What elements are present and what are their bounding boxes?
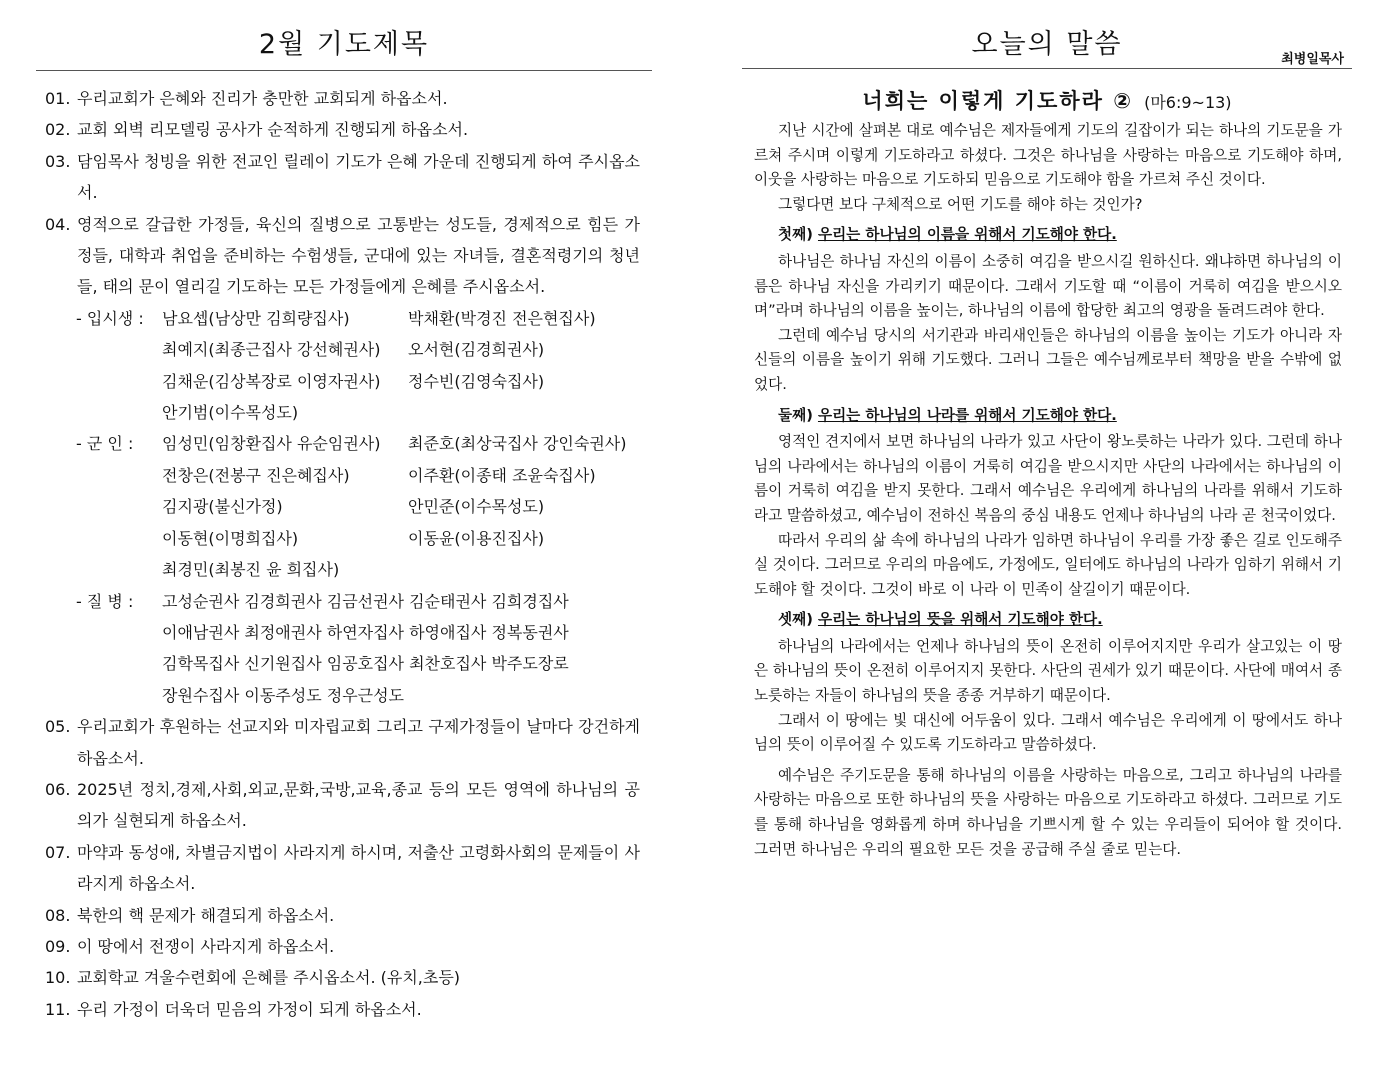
- section-paragraph: 하나님은 하나님 자신의 이름이 소중히 여김을 받으시길 원하신다. 왜냐하면 하나님의 이름은 하나님 자신을 가리키기 때문이다. 그래서 기도할 때 “이름이 거룩히 여김을 받으시오며”라며 하나님의 이름을 높이는, 하나님의 이름에 합당한 최고의 영광을 돌려드려야 한다.: [754, 252, 1342, 320]
- prayer-item: [36, 711, 652, 774]
- section-paragraph: 영적인 견지에서 보면 하나님의 나라가 있고 사단이 왕노릇하는 나라가 있다. 그런데 하나님의 나라에서는 하나님의 이름이 거룩히 여김을 받으시지만 사단의 나라에서는 하나님의 이름이 거룩히 여김을 받지 못한다. 그래서 예수님은 우리에게 하나님의 나라를 위해서 기도하라고 말씀하셨고, 예수님이 전하신 복음의 중심 내용도 언제나 하나님의 나라 곧 천국이었다.: [754, 433, 1342, 524]
- names-line: 고성순권사 김경희권사 김금선권사 김순태권사 김희경집사: [162, 591, 569, 611]
- item-text: 북한의 핵 문제가 해결되게 하옵소서.: [77, 905, 335, 925]
- prayer-item: [36, 837, 652, 900]
- person-entry: 이동윤(이용진집사): [408, 528, 545, 548]
- section-ordinal: 둘째): [778, 406, 813, 424]
- section-heading-text: 우리는 하나님의 나라를 위해서 기도해야 한다.: [817, 406, 1117, 424]
- person-entry: 정수빈(김영숙집사): [408, 371, 545, 391]
- item-number: 05.: [45, 717, 71, 737]
- item-number: 04.: [45, 214, 71, 234]
- item-number: 11.: [45, 999, 71, 1019]
- person-entry: 오서현(김경희권사): [408, 340, 545, 360]
- group-label: - 군 인 :: [76, 434, 134, 454]
- person-entry: 최예지(최종근집사 강선혜권사): [162, 340, 381, 360]
- person-entry: 김채운(김상복장로 이영자권사): [162, 371, 381, 391]
- item-text: 담임목사 청빙을 위한 전교인 릴레이 기도가 은혜 가운데 진행되게 하여 주시옵소서.: [77, 151, 640, 203]
- admission-students-group: [76, 303, 652, 429]
- item-text: 우리교회가 후원하는 선교지와 미자립교회 그리고 구제가정들이 날마다 강건하게 하옵소서.: [77, 717, 640, 768]
- person-entry: 이주환(이종태 조윤숙집사): [408, 465, 596, 485]
- section-heading: [754, 404, 1342, 429]
- item-number: 08.: [45, 905, 71, 925]
- item-text: 우리 가정이 더욱더 믿음의 가정이 되게 하옵소서.: [77, 999, 422, 1019]
- item-text: 교회학교 겨울수련회에 은혜를 주시옵소서. (유치,초등): [77, 968, 461, 988]
- prayer-item: [36, 931, 652, 962]
- scripture-reference: (마6:9~13): [1144, 93, 1232, 112]
- person-entry: 이동현(이명희집사): [162, 528, 299, 548]
- sermon-body: [742, 119, 1352, 862]
- prayer-item: [36, 962, 652, 993]
- section-paragraph: 그런데 예수님 당시의 서기관과 바리새인들은 하나님의 이름을 높이는 기도가 아니라 자신들의 이름을 높이기 위해 기도했다. 그러니 그들은 예수님께로부터 책망을 받을 수밖에 없었다.: [754, 326, 1342, 393]
- item-number: 03.: [45, 151, 71, 171]
- illness-group: [76, 586, 652, 712]
- prayer-item: [36, 83, 652, 114]
- item-text: 이 땅에서 전쟁이 사라지게 하옵소서.: [77, 936, 335, 956]
- names-line: 이애남권사 최정애권사 하연자집사 하영애집사 정복동권사: [162, 622, 569, 642]
- person-entry: 최경민(최봉진 윤 희집사): [162, 560, 340, 580]
- closing-paragraph: 예수님은 주기도문을 통해 하나님의 이름을 사랑하는 마음으로, 그리고 하나님의 나라를 사랑하는 마음으로 또한 하나님의 뜻을 사랑하는 마음으로 기도하라고 하셨다. 그러므로 기도를 통해 하나님을 영화롭게 하며 하나님을 기쁘시게 할 수 있는 우리들이 되어야 할 것이다. 그러면 하나님은 우리의 필요한 모든 것을 공급해 주실 줄로 믿는다.: [754, 766, 1342, 858]
- section-paragraph: 그래서 이 땅에는 빛 대신에 어두움이 있다. 그래서 예수님은 우리에게 이 땅에서도 하나님의 뜻이 이루어질 수 있도록 기도하라고 말씀하셨다.: [754, 711, 1342, 754]
- item-number: 10.: [45, 968, 71, 988]
- group-label: - 입시생 :: [76, 308, 144, 328]
- prayer-topics-title: 2월 기도제목: [258, 29, 430, 60]
- prayer-item: [36, 114, 652, 145]
- item-number: 06.: [45, 779, 71, 799]
- sermon-title: [742, 85, 1352, 119]
- item-number: 09.: [45, 936, 71, 956]
- item-text: 마약과 동성애, 차별금지법이 사라지게 하시며, 저출산 고령화사회의 문제들이 사라지게 하옵소서.: [77, 842, 640, 894]
- prayer-item: [36, 900, 652, 931]
- right-title-divider: [742, 68, 1352, 69]
- prayer-item: [36, 146, 652, 209]
- section-ordinal: 셋째): [778, 611, 813, 629]
- left-title-divider: [36, 70, 652, 71]
- prayer-item: [36, 209, 652, 303]
- person-entry: 김지광(불신가정): [162, 497, 283, 517]
- item-number: 01.: [45, 89, 71, 108]
- item-text: 우리교회가 은혜와 진리가 충만한 교회되게 하옵소서.: [77, 89, 448, 108]
- todays-word-title: 오늘의 말씀: [971, 29, 1123, 60]
- names-line: 장원수집사 이동주성도 정우근성도: [162, 685, 405, 705]
- intro-paragraph: 지난 시간에 살펴본 대로 예수님은 제자들에게 기도의 길잡이가 되는 하나의 기도문을 가르쳐 주시며 이렇게 기도하라고 하셨다. 그것은 하나님을 사랑하는 마음으로 기도해야 하며, 이웃을 사랑하는 마음으로 기도하되 믿음으로 기도해야 함을 가르쳐 주신 것이다.: [754, 122, 1342, 189]
- sermon-title-text: 너희는 이렇게 기도하라 ②: [862, 89, 1133, 113]
- prayer-item: [36, 774, 652, 837]
- item-text: 2025년 정치,경제,사회,외교,문화,국방,교육,종교 등의 모든 영역에 하나님의 공의가 실현되게 하옵소서.: [77, 779, 640, 831]
- person-entry: 전창은(전봉구 진은혜집사): [162, 465, 350, 485]
- prayer-topics-list: [36, 83, 652, 1025]
- section-paragraph: 따라서 우리의 삶 속에 하나님의 나라가 임하면 하나님이 우리를 가장 좋은 길로 인도해주실 것이다. 그러므로 우리의 마음에도, 가정에도, 일터에도 하나님의 나라가 임하기 위해서 기도해야 할 것이다. 그것이 바로 이 나라 이 민족이 살길이기 때문이다.: [754, 531, 1342, 598]
- section-ordinal: 첫째): [778, 226, 813, 244]
- prayer-topics-column: [36, 0, 652, 1025]
- names-line: 김학목집사 신기원집사 임공호집사 최찬호집사 박주도장로: [162, 654, 569, 674]
- section-paragraph: 하나님의 나라에서는 언제나 하나님의 뜻이 온전히 이루어지지만 우리가 살고있는 이 땅은 하나님의 뜻이 온전히 이루어지지 못한다. 사단의 권세가 있기 때문이다. 사단에 매여서 종노릇하는 자들이 하나님의 뜻을 종종 거부하기 때문이다.: [754, 637, 1342, 705]
- item-text: 교회 외벽 리모델링 공사가 순적하게 진행되게 하옵소서.: [77, 120, 469, 140]
- author-name: 최병일목사: [1281, 52, 1344, 67]
- item-text: 영적으로 갈급한 가정들, 육신의 질병으로 고통받는 성도들, 경제적으로 힘든 가정들, 대학과 취업을 준비하는 수험생들, 군대에 있는 자녀들, 결혼적령기의 청년들, 태의 문이 열리길 기도하는 모든 가정들에게 은혜를 주시옵소서.: [77, 214, 640, 297]
- person-entry: 안기범(이수목성도): [162, 403, 299, 423]
- person-entry: 최준호(최상국집사 강인숙권사): [408, 434, 627, 454]
- group-label: - 질 병 :: [76, 591, 134, 611]
- person-entry: 임성민(임창환집사 유순임권사): [162, 434, 381, 454]
- person-entry: 남요셉(남상만 김희량집사): [162, 308, 350, 328]
- section-heading-text: 우리는 하나님의 뜻을 위해서 기도해야 한다.: [817, 611, 1103, 629]
- military-group: [76, 428, 652, 585]
- item-number: 02.: [45, 120, 71, 140]
- section-heading-text: 우리는 하나님의 이름을 위해서 기도해야 한다.: [817, 226, 1117, 244]
- todays-word-column: [742, 0, 1352, 862]
- person-entry: 박채환(박경진 전은현집사): [408, 308, 596, 328]
- intro-paragraph: 그렇다면 보다 구체적으로 어떤 기도를 해야 하는 것인가?: [778, 195, 1143, 213]
- prayer-item: [36, 994, 652, 1025]
- section-heading: [754, 608, 1342, 633]
- section-heading: [754, 223, 1342, 248]
- person-entry: 안민준(이수목성도): [408, 497, 545, 517]
- item-number: 07.: [45, 842, 71, 862]
